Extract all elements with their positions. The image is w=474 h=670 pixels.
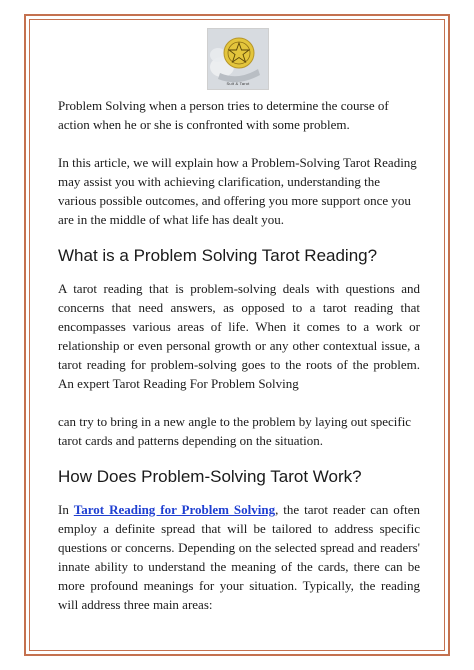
section-heading-how-works: How Does Problem-Solving Tarot Work?	[58, 467, 362, 486]
section2-paragraph	[58, 500, 420, 614]
section2-prefix: In	[58, 502, 74, 517]
pentacle-coin-icon	[208, 29, 268, 89]
site-logo	[207, 28, 269, 90]
tarot-reading-link[interactable]: Tarot Reading for Problem Solving	[73, 502, 276, 517]
article-body	[58, 96, 420, 614]
section-heading-what-is: What is a Problem Solving Tarot Reading?	[58, 246, 378, 265]
logo-caption: Suit & Tarot	[226, 81, 250, 86]
section1-continuation: can try to bring in a new angle to the problem by laying out specific tarot cards and patterns depending on the situation.	[58, 414, 412, 448]
section1-paragraph: A tarot reading that is problem-solving deals with questions and concerns that need answers, as opposed to a tarot reading that encompasses various areas of life. When it comes to a work or relationship or even personal growth or any other contextual issue, a tarot reading for problem-solving goes to the roots of the problem. An expert Tarot Reading For Problem Solving	[58, 281, 420, 391]
intro-paragraph: Problem Solving when a person tries to determine the course of action when he or she is confronted with some problem.	[58, 98, 389, 132]
article-paragraph: In this article, we will explain how a Problem-Solving Tarot Reading may assist you with achieving clarification, understanding the various possible outcomes, and offering you more support once you are in the middle of what life has dealt you.	[58, 155, 417, 227]
section2-rest: , the tarot reader can often employ a definite spread that will be tailored to address specific questions or concerns. Depending on the selected spread and readers' innate ability to understand the meaning of the cards, there can be more profound meanings for your situation. Typically, the reading will address three main areas:	[58, 502, 420, 612]
